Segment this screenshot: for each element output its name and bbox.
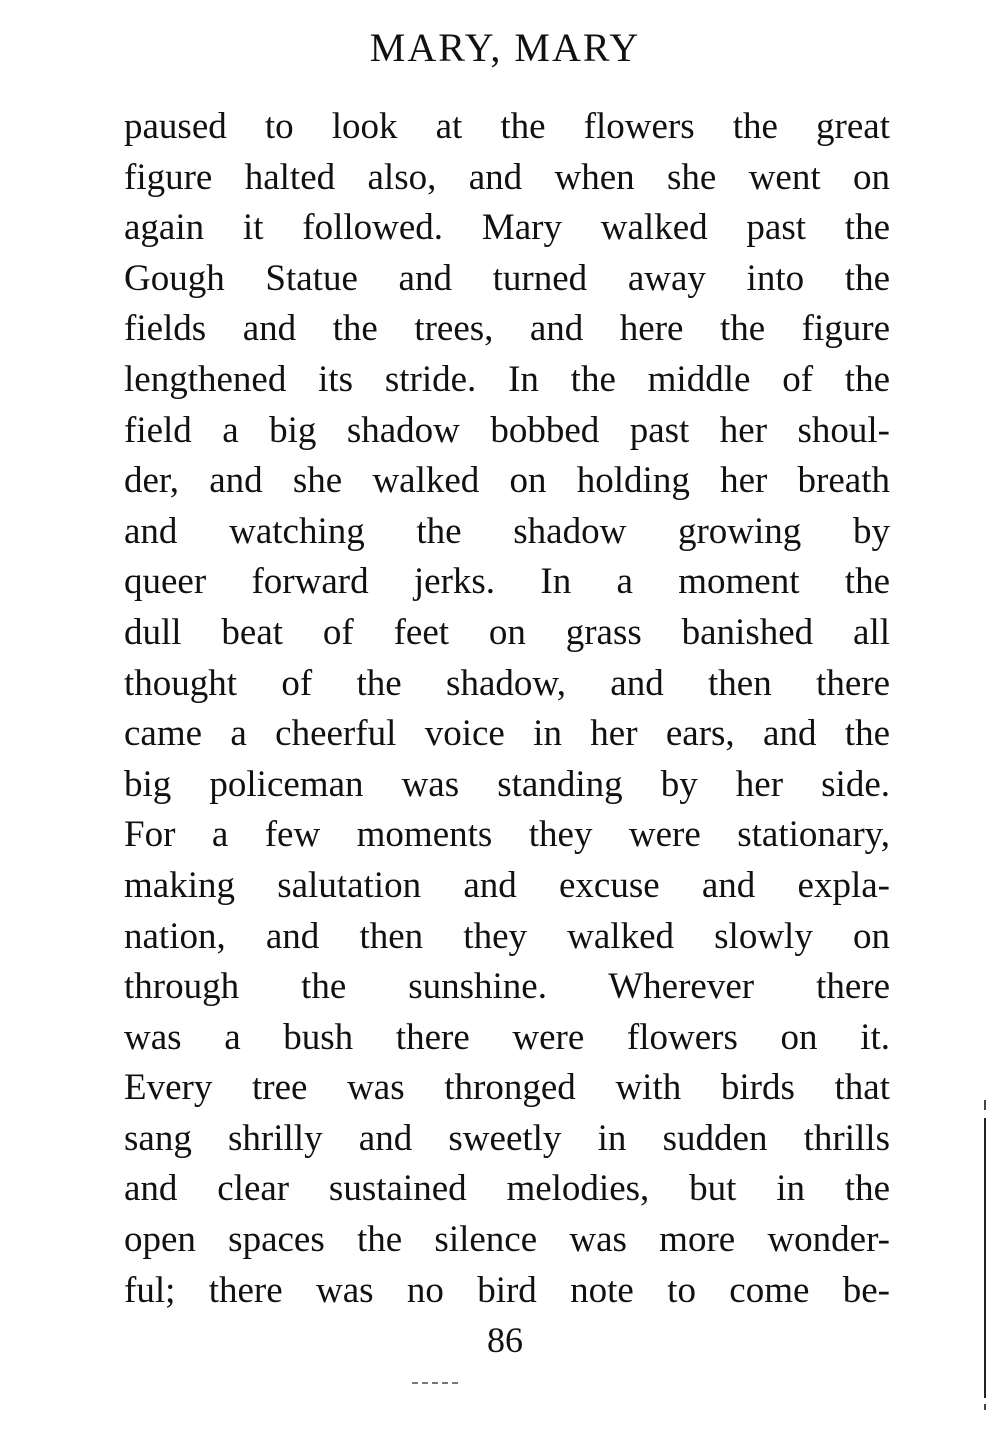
page-number: 86 xyxy=(487,1320,523,1360)
text-line: sang shrilly and sweetly in sudden thrills xyxy=(124,1117,890,1159)
text-line: was a bush there were flowers on it. xyxy=(124,1016,890,1058)
page-edge-tick xyxy=(984,1404,986,1410)
text-line: der, and she walked on holding her breath xyxy=(124,460,890,502)
text-line: queer forward jerks. In a moment the xyxy=(124,561,890,603)
page-edge-rule xyxy=(984,1118,986,1398)
text-line: fields and the trees, and here the figure xyxy=(124,308,890,350)
text-line: thought of the shadow, and then there xyxy=(124,662,890,704)
text-line: Gough Statue and turned away into the xyxy=(124,257,890,299)
text-line: came a cheerful voice in her ears, and the xyxy=(124,713,890,755)
text-line: figure halted also, and when she went on xyxy=(124,156,890,198)
running-head: MARY, MARY xyxy=(369,25,641,70)
page-edge-tick xyxy=(984,1100,986,1110)
text-line: dull beat of feet on grass banished all xyxy=(124,611,890,653)
text-line: and clear sustained melodies, but in the xyxy=(124,1168,890,1210)
text-line: and watching the shadow growing by xyxy=(124,510,890,552)
text-line: Every tree was thronged with birds that xyxy=(124,1067,890,1109)
text-line: lengthened its stride. In the middle of the xyxy=(124,358,890,400)
text-line: again it followed. Mary walked past the xyxy=(124,207,890,249)
text-line: open spaces the silence was more wonder- xyxy=(124,1219,890,1261)
text-line: big policeman was standing by her side. xyxy=(124,763,890,805)
text-line: ful; there was no bird note to come be- xyxy=(124,1269,890,1311)
text-line: paused to look at the flowers the great xyxy=(124,106,890,147)
footer-dash-mark xyxy=(412,1382,458,1384)
text-line: making salutation and excuse and expla- xyxy=(124,864,890,906)
text-line: field a big shadow bobbed past her shoul- xyxy=(124,409,890,451)
body-text xyxy=(124,102,890,1316)
text-line: For a few moments they were stationary, xyxy=(124,814,890,856)
text-line: nation, and then they walked slowly on xyxy=(124,915,890,957)
text-line: through the sunshine. Wherever there xyxy=(124,966,890,1008)
